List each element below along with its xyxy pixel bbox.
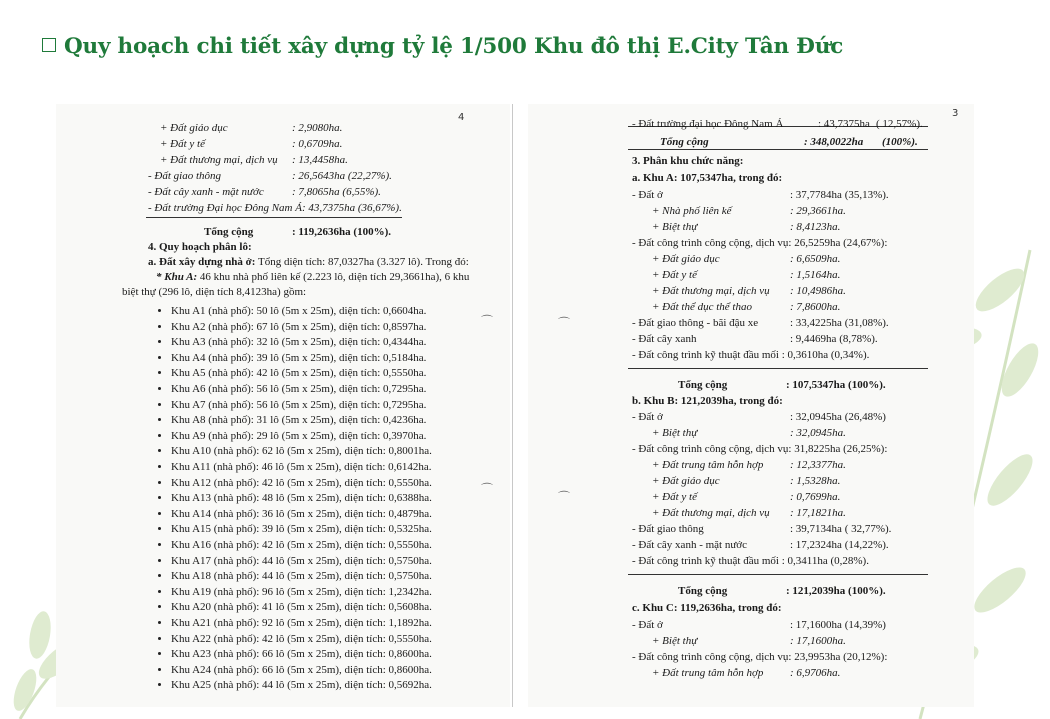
rule-line [628,574,928,575]
bullet-icon [158,621,161,624]
bullet-icon [158,527,161,530]
section-heading: 4. Quy hoạch phân lô: [148,241,252,253]
bullet-icon [158,683,161,686]
bullet-icon [158,371,161,374]
rule-line [628,149,928,150]
checkbox-square-icon [42,38,56,52]
doc-line [160,122,343,134]
list-item-text: Khu A23 (nhà phố): 66 lô (5m x 25m), diện tích: 0,8600ha. [171,648,432,661]
bullet-icon [158,403,161,406]
list-item [158,679,432,691]
page-divider [512,104,513,707]
doc-line [148,256,469,268]
page-title-text: Quy hoạch chi tiết xây dựng tỷ lệ 1/500 Khu đô thị E.City Tân Đức [64,34,844,59]
list-item [158,367,426,379]
bullet-icon [158,418,161,421]
scan-mark-icon: ⌒ [481,482,494,496]
doc-line: - Đất ở : 32,0945ha (26,48%) [632,411,886,423]
doc-line: + Đất trung tâm hỗn hợp : 6,9706ha. [652,667,841,679]
item-label: - Đất giao thông [148,170,222,182]
doc-line: + Đất trung tâm hỗn hợp : 12,3377ha. [652,459,846,471]
doc-line: - Đất công trình công cộng, dịch vụ: 23,9953ha (20,12%): [632,651,888,663]
bullet-icon [158,449,161,452]
scan-mark-icon: ⌒ [558,490,571,504]
doc-line: + Biệt thự : 8,4123ha. [652,221,841,233]
section-heading: 3. Phân khu chức năng: [632,155,744,167]
doc-text: Tổng diện tích: 87,0327ha (3.327 lô). Trong đó: [255,256,469,268]
list-item [158,305,426,317]
doc-line: + Đất giáo dục : 1,5328ha. [652,475,841,487]
rule-line [628,368,928,369]
bullet-icon [158,387,161,390]
list-item [158,586,432,598]
bullet-icon [158,590,161,593]
list-item [158,445,432,457]
list-item [158,523,432,535]
list-item-text: Khu A5 (nhà phố): 42 lô (5m x 25m), diện tích: 0,5550ha. [171,367,427,380]
doc-line: - Đất trường đại học Đông Nam Á : 43,7375ha ( 12,57%). [632,118,923,130]
list-item [158,508,432,520]
item-label: + Đất thương mại, dịch vụ [160,154,278,166]
list-item [158,430,426,442]
bullet-icon [158,309,161,312]
doc-line: - Đất giao thông : 39,7134ha ( 32,77%). [632,523,892,535]
total-line: Tổng cộng : 107,5347ha (100%). [678,379,886,391]
item-value: : 13,4458ha. [292,154,348,166]
item-label: - Đất trường Đại học Đông Nam Á: 43,7375ha (36,67%). [148,202,402,214]
page-number: 4 [458,112,465,123]
doc-line: - Đất công trình kỹ thuật đầu mối : 0,3610ha (0,34%). [632,349,870,361]
bullet-icon [158,512,161,515]
bullet-icon [158,496,161,499]
doc-text: 46 khu nhà phố liên kế (2.223 lô, diện tích 29,3661ha), 6 khu [197,271,470,283]
list-item-text: Khu A1 (nhà phố): 50 lô (5m x 25m), diện tích: 0,6604ha. [171,305,427,317]
list-item-text: Khu A20 (nhà phố): 41 lô (5m x 25m), diện tích: 0,5608ha. [171,601,432,614]
list-item-text: Khu A8 (nhà phố): 31 lô (5m x 25m), diện tích: 0,4236ha. [171,414,427,427]
scanned-page-right [528,104,974,707]
list-item-text: Khu A18 (nhà phố): 44 lô (5m x 25m), diện tích: 0,5750ha. [171,570,432,583]
list-item-text: Khu A25 (nhà phố): 44 lô (5m x 25m), diện tích: 0,5692ha. [171,679,432,692]
list-item-text: Khu A13 (nhà phố): 48 lô (5m x 25m), diện tích: 0,6388ha. [171,492,432,505]
doc-line: + Đất thương mại, dịch vụ : 10,4986ha. [652,285,846,297]
bullet-icon [158,574,161,577]
list-item [158,539,432,551]
list-item [158,617,432,629]
scan-mark-icon: ⌒ [481,314,494,328]
doc-line: + Đất thể dục thể thao : 7,8600ha. [652,301,841,313]
list-item [158,633,432,645]
doc-line: - Đất ở : 17,1600ha (14,39%) [632,619,886,631]
list-item-text: Khu A21 (nhà phố): 92 lô (5m x 25m), diện tích: 1,1892ha. [171,617,432,629]
list-item [158,648,432,660]
list-item [158,570,432,582]
list-item-text: Khu A9 (nhà phố): 29 lô (5m x 25m), diện tích: 0,3970ha. [171,429,427,442]
item-value: : 7,8065ha (6,55%). [292,186,381,198]
item-label: + Đất giáo dục [160,122,228,134]
bullet-icon [158,559,161,562]
doc-line: - Đất ở : 37,7784ha (35,13%). [632,189,889,201]
total-label: Tổng cộng [204,226,254,238]
rule-line [146,217,402,218]
list-item-text: Khu A12 (nhà phố): 42 lô (5m x 25m), diện tích: 0,5550ha. [171,476,432,489]
total-line [204,226,391,238]
doc-line: + Biệt thự : 17,1600ha. [652,635,846,647]
list-item [158,336,426,348]
list-item [158,321,426,333]
total-line: Tổng cộng : 121,2039ha (100%). [678,585,886,597]
list-item-text: Khu A14 (nhà phố): 36 lô (5m x 25m), diện tích: 0,4879ha. [171,507,432,520]
list-item-text: Khu A16 (nhà phố): 42 lô (5m x 25m), diện tích: 0,5550ha. [171,539,432,551]
section-heading: b. Khu B: 121,2039ha, trong đó: [632,395,783,407]
list-item [158,477,432,489]
list-item [158,383,426,395]
bullet-icon [158,652,161,655]
section-subheading: a. Đất xây dựng nhà ở: [148,256,256,268]
list-item-text: Khu A11 (nhà phố): 46 lô (5m x 25m), diện tích: 0,6142ha. [171,461,432,473]
bullet-icon [158,356,161,359]
scanned-page-left [56,104,510,707]
list-item-text: Khu A19 (nhà phố): 96 lô (5m x 25m), diện tích: 1,2342ha. [171,585,432,598]
list-item-text: Khu A15 (nhà phố): 39 lô (5m x 25m), diện tích: 0,5325ha. [171,523,432,536]
doc-line [148,170,392,182]
doc-line [160,138,343,150]
bullet-icon [158,481,161,484]
total-value: : 119,2636ha (100%). [292,226,391,238]
bullet-icon [158,465,161,468]
list-item [158,492,432,504]
item-value: : 26,5643ha (22,27%). [292,170,392,182]
list-item-text: Khu A24 (nhà phố): 66 lô (5m x 25m), diện tích: 0,8600ha. [171,663,432,676]
doc-line [156,271,469,283]
bullet-icon [158,543,161,546]
list-item-text: Khu A3 (nhà phố): 32 lô (5m x 25m), diện tích: 0,4344ha. [171,336,427,349]
item-value: : 2,9080ha. [292,122,343,134]
doc-line: - Đất giao thông - bãi đậu xe : 33,4225ha (31,08%). [632,317,889,329]
bullet-icon [158,605,161,608]
doc-line: - Đất công trình công cộng, dịch vụ: 31,8225ha (26,25%): [632,443,888,455]
doc-line: + Đất giáo dục : 6,6509ha. [652,253,841,265]
list-item-text: Khu A10 (nhà phố): 62 lô (5m x 25m), diện tích: 0,8001ha. [171,445,432,458]
doc-line: biệt thự (296 lô, diện tích 8,4123ha) gồm: [122,286,307,298]
doc-line: + Biệt thự : 32,0945ha. [652,427,846,439]
page-number: 3 [952,108,959,119]
doc-line [148,186,381,198]
doc-line: + Nhà phố liên kế : 29,3661ha. [652,205,846,217]
doc-line: + Đất thương mại, dịch vụ : 17,1821ha. [652,507,846,519]
list-item [158,601,432,613]
bullet-icon [158,325,161,328]
doc-line [160,154,348,166]
list-item [158,555,432,567]
doc-line: - Đất công trình kỹ thuật đầu mối : 0,3411ha (0,28%). [632,555,869,567]
doc-line: + Đất y tế : 0,7699ha. [652,491,841,503]
list-item [158,461,432,473]
section-heading: a. Khu A: 107,5347ha, trong đó: [632,172,783,184]
list-item-text: Khu A22 (nhà phố): 42 lô (5m x 25m), diện tích: 0,5550ha. [171,632,432,645]
list-item [158,352,426,364]
list-item-text: Khu A7 (nhà phố): 56 lô (5m x 25m), diện tích: 0,7295ha. [171,398,427,411]
bullet-icon [158,434,161,437]
item-label: - Đất cây xanh - mặt nước [148,186,264,198]
list-item-text: Khu A4 (nhà phố): 39 lô (5m x 25m), diện tích: 0,5184ha. [171,351,427,364]
list-item [158,399,426,411]
bullet-icon [158,637,161,640]
bullet-icon [158,340,161,343]
scan-mark-icon: ⌒ [558,316,571,330]
section-heading: c. Khu C: 119,2636ha, trong đó: [632,602,782,614]
list-item [158,664,432,676]
item-value: : 0,6709ha. [292,138,343,150]
doc-line [148,202,402,214]
doc-line: - Đất công trình công cộng, dịch vụ: 26,5259ha (24,67%): [632,237,888,249]
section-subheading: * Khu A: [156,271,198,283]
bullet-icon [158,668,161,671]
item-label: + Đất y tế [160,138,205,150]
list-item-text: Khu A2 (nhà phố): 67 lô (5m x 25m), diện tích: 0,8597ha. [171,320,427,333]
list-item-text: Khu A6 (nhà phố): 56 lô (5m x 25m), diện tích: 0,7295ha. [171,383,427,395]
list-item-text: Khu A17 (nhà phố): 44 lô (5m x 25m), diện tích: 0,5750ha. [171,554,432,567]
list-item [158,414,426,426]
total-line: Tổng cộng : 348,0022ha (100%). [660,136,918,148]
doc-line: - Đất cây xanh : 9,4469ha (8,78%). [632,333,878,345]
page-title [42,34,843,59]
doc-line: + Đất y tế : 1,5164ha. [652,269,841,281]
doc-line: - Đất cây xanh - mặt nước : 17,2324ha (14,22%). [632,539,889,551]
